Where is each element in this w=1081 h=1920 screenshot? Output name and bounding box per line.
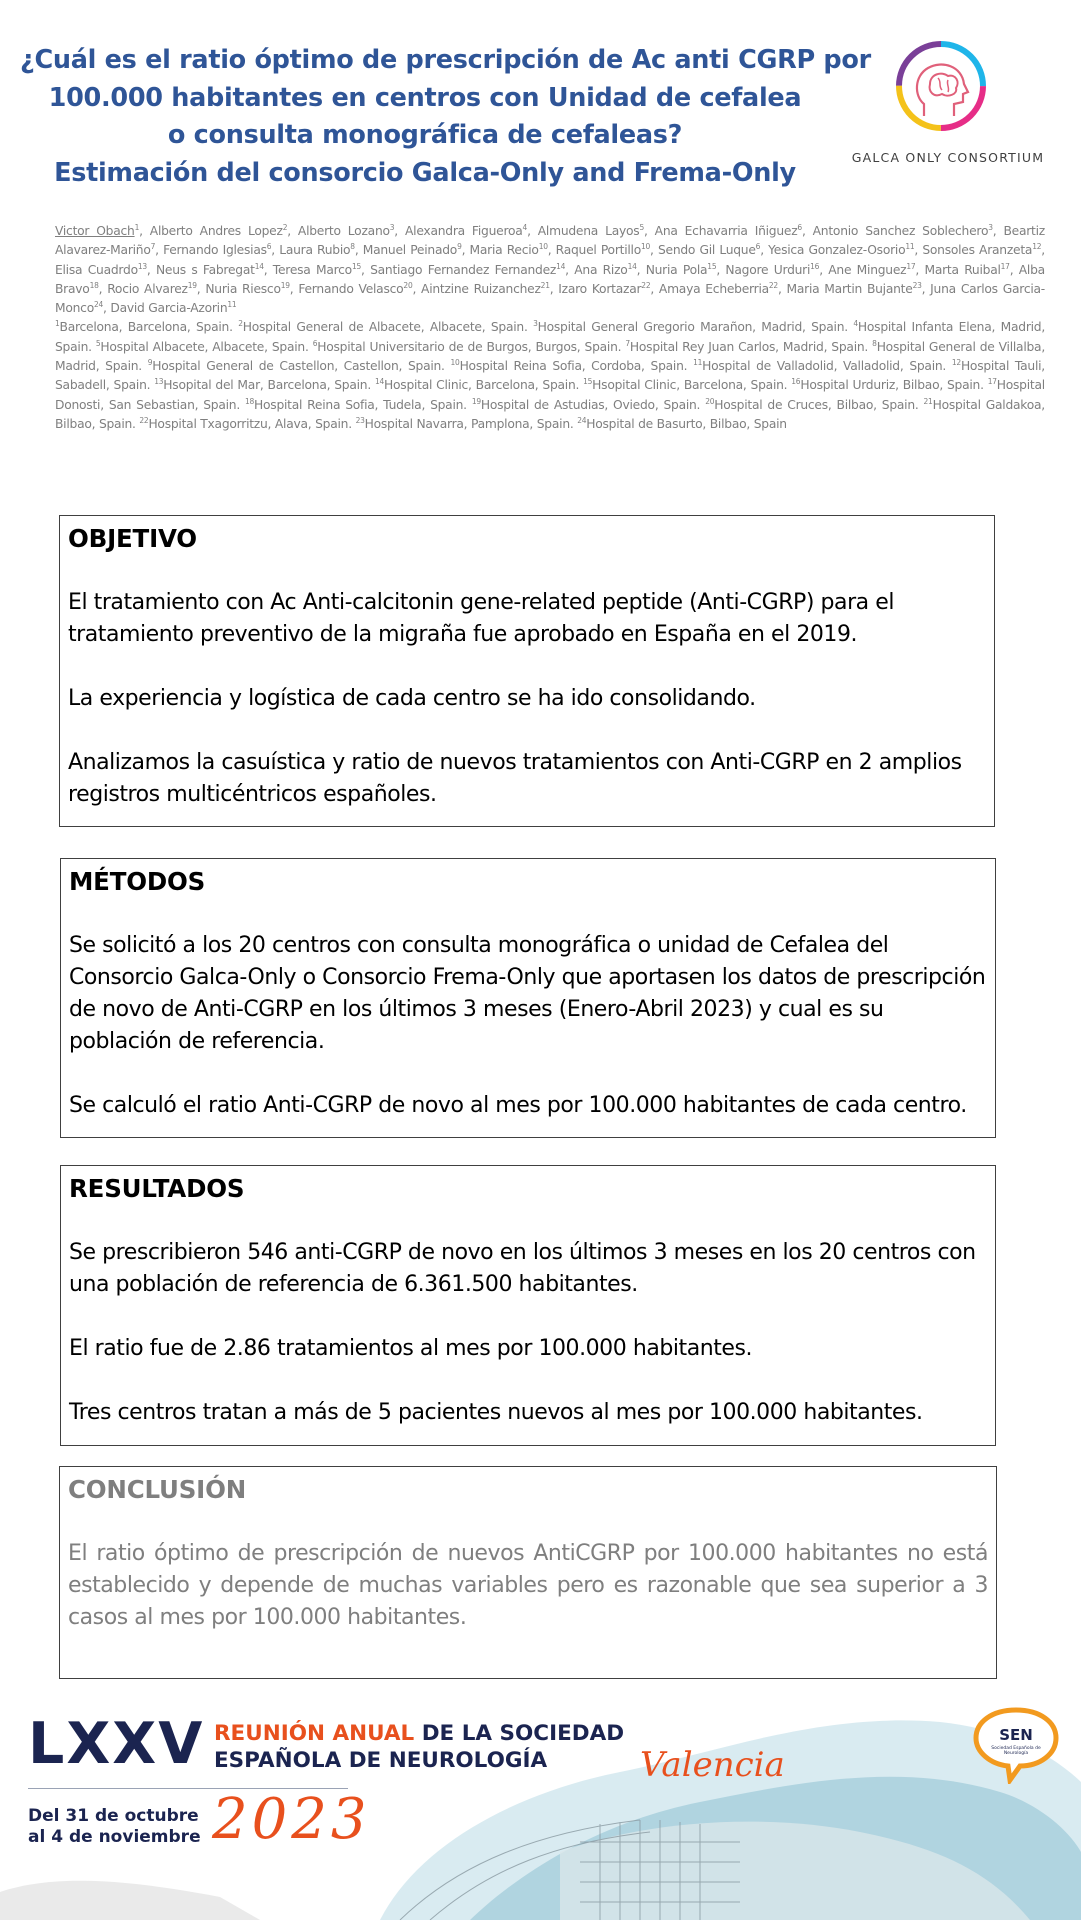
affiliation-number: 19 <box>471 396 481 406</box>
author-affiliation-number: 22 <box>641 280 651 290</box>
affiliation-number: 18 <box>244 396 255 406</box>
meeting-name-line-2: ESPAÑOLA DE NEUROLOGÍA <box>214 1748 548 1773</box>
author-name: Ana Echavarria Iñiguez <box>654 224 798 238</box>
author-affiliation-number: 24 <box>93 300 104 310</box>
author-name: Raquel Portillo <box>555 243 641 258</box>
affiliation-number: 10 <box>450 358 460 368</box>
congress-year: 2023 <box>212 1787 371 1852</box>
author-affiliation-number: 9 <box>457 242 462 252</box>
affiliation-text: Hospital Reina Sofia, Tudela, Spain. <box>254 397 467 412</box>
author-name: Sendo Gil Luque <box>657 243 756 258</box>
resultados-heading: RESULTADOS <box>69 1174 245 1203</box>
author-name: Elisa Cuadrdo <box>55 262 138 277</box>
affiliation-number: 7 <box>625 338 630 348</box>
affiliation-number: 9 <box>147 358 153 368</box>
author-name: Santiago Fernandez Fernandez <box>370 262 557 277</box>
affiliation-text: Hospital Navarra, Pamplona, Spain. <box>364 416 574 431</box>
author-affiliation-number: 19 <box>280 280 290 290</box>
authors-affiliations <box>55 222 1045 434</box>
affiliation-number: 14 <box>374 377 385 387</box>
affiliation-text: Hospital Reina Sofia, Cordoba, Spain. <box>459 359 688 374</box>
author-affiliation-number: 3 <box>988 223 993 232</box>
author-affiliation-number: 18 <box>89 280 99 290</box>
author-name: Amaya Echeberria <box>658 281 769 296</box>
author-affiliation-number: 3 <box>389 223 395 232</box>
metodos-heading: MÉTODOS <box>69 867 206 896</box>
affiliation-number: 5 <box>95 338 101 348</box>
author-affiliation-number: 4 <box>522 223 528 232</box>
affiliation-number: 15 <box>583 377 593 387</box>
affiliation-text: Barcelona, Barcelona, Spain. <box>59 320 233 335</box>
author-name: Yesica Gonzalez-Osorio <box>768 243 906 258</box>
author-affiliation-number: 14 <box>254 261 264 271</box>
author-affiliation-number: 11 <box>227 300 237 310</box>
dates-line-2: al 4 de noviembre <box>28 1827 201 1847</box>
affiliation-number: 13 <box>154 377 164 387</box>
sen-speech-bubble-icon <box>970 1704 1062 1784</box>
sen-logo-subtitle: Sociedad Española de Neurología <box>991 1746 1041 1756</box>
affiliation-number: 16 <box>791 377 801 387</box>
author-name: Laura Rubio <box>279 243 351 258</box>
edition-number: LXXV <box>28 1711 205 1777</box>
brain-head-icon <box>838 40 1058 145</box>
author-affiliation-number: 10 <box>640 242 651 252</box>
objetivo-paragraph-2: La experiencia y logística de cada centro se ha ido consolidando. <box>68 686 756 711</box>
conclusion-paragraph: El ratio óptimo de prescripción de nuevos AntiCGRP por 100.000 habitantes no está establecido y depende de muchas variables pero es razonable que sea superior a 3 casos al mes por 100.000 habitantes. <box>68 1541 988 1630</box>
conclusion-section <box>59 1466 997 1679</box>
author-name: Fernando Velasco <box>298 281 404 296</box>
author-affiliation-number: 14 <box>556 261 566 271</box>
metodos-paragraph-1: Se solicitó a los 20 centros con consulta monográfica o unidad de Cefalea del Consorcio Galca-Only o Consorcio Frema-Only que aportasen los datos de prescripción de novo de Anti-CGRP en los últimos 3 meses (Enero-Abril 2023) y cual es su población de referencia. <box>69 933 986 1054</box>
author-name: Juna Carlos Garcia-Monco <box>55 281 1045 316</box>
affiliation-number: 23 <box>355 415 365 425</box>
affiliation-text: Hsopital Clinic, Barcelona, Spain. <box>592 378 788 393</box>
affiliation-text: Hospital Infanta Elena, Madrid, Spain. <box>55 320 1046 354</box>
author-name: Izaro Kortazar <box>558 281 642 296</box>
author-name: Rocio Alvarez <box>107 281 188 296</box>
author-name: Neus s Fabregat <box>155 262 255 277</box>
author-affiliation-number: 15 <box>707 261 717 271</box>
author-name: Nuria Pola <box>645 262 708 277</box>
objetivo-section <box>59 515 995 827</box>
author-affiliation-number: 1 <box>134 223 140 232</box>
affiliation-text: Hospital Tauli, Sabadell, Spain. <box>55 359 1045 393</box>
title-line-1: ¿Cuál es el ratio óptimo de prescripción de Ac anti CGRP por <box>20 45 871 75</box>
affiliation-text: Hsopital del Mar, Barcelona, Spain. <box>163 378 371 393</box>
author-affiliation-number: 19 <box>187 280 197 290</box>
author-affiliation-number: 16 <box>810 261 820 271</box>
author-name: Nagore Urduri <box>725 262 811 277</box>
affiliation-text: Hospital Albacete, Albacete, Spain. <box>100 339 309 354</box>
congress-city: Valencia <box>640 1745 785 1785</box>
author-affiliation-number: 2 <box>282 223 288 232</box>
author-affiliation-number: 17 <box>906 261 916 271</box>
author-name: Marta Ruibal <box>924 262 1001 277</box>
affiliation-number: 22 <box>139 415 149 425</box>
author-name: Alberto Lozano <box>297 224 390 238</box>
affiliation-text: Hospital Rey Juan Carlos, Madrid, Spain. <box>629 339 869 354</box>
affiliation-text: Hospital General de Castellon, Castellon, Spain. <box>152 359 445 374</box>
affiliation-text: Hospital de Valladolid, Valladolid, Spain. <box>702 359 947 374</box>
affiliation-text: Hospital de Cruces, Bilbao, Spain. <box>714 397 919 412</box>
author-name: Maria Recio <box>469 243 539 258</box>
author-name: Manuel Peinado <box>362 243 458 258</box>
title-line-2: 100.000 habitantes en centros con Unidad de cefalea <box>48 82 802 113</box>
author-affiliation-number: 14 <box>627 261 637 271</box>
objetivo-paragraph-3: Analizamos la casuística y ratio de nuevos tratamientos con Anti-CGRP en 2 amplios registros multicéntricos españoles. <box>68 750 962 807</box>
title-line-3: o consulta monográfica de cefaleas? <box>167 120 683 150</box>
author-affiliation-number: 22 <box>768 280 778 290</box>
affiliation-text: Hospital Galdakoa, Bilbao, Spain. <box>55 397 1045 431</box>
poster-title <box>20 42 871 192</box>
affiliation-number: 11 <box>693 358 703 368</box>
affiliation-number: 3 <box>533 319 538 329</box>
affiliation-text: Hospital Donosti, San Sebastian, Spain. <box>55 378 1045 412</box>
affiliation-number: 21 <box>923 396 933 406</box>
author-affiliation-number: 6 <box>755 242 761 252</box>
author-name: Victor Obach <box>55 224 135 238</box>
affiliation-number: 4 <box>853 319 858 329</box>
affiliation-number: 12 <box>951 358 961 368</box>
objetivo-heading: OBJETIVO <box>68 524 197 553</box>
author-affiliation-number: 7 <box>150 242 156 252</box>
author-name: Nuria Riesco <box>205 281 281 296</box>
affiliation-text: Hospital General de Albacete, Albacete, Spain. <box>242 320 528 335</box>
sen-logo <box>970 1704 1062 1784</box>
resultados-paragraph-2: El ratio fue de 2.86 tratamientos al mes por 100.000 habitantes. <box>69 1336 753 1361</box>
logo-caption: GALCA ONLY CONSORTIUM <box>851 150 1045 165</box>
affiliation-number: 1 <box>55 319 60 329</box>
resultados-paragraph-3: Tres centros tratan a más de 5 pacientes nuevos al mes por 100.000 habitantes. <box>69 1400 923 1425</box>
dates-line-1: Del 31 de octubre <box>28 1806 199 1826</box>
affiliation-number: 6 <box>312 338 318 348</box>
meeting-name-highlight: REUNIÓN ANUAL <box>214 1721 415 1746</box>
meeting-name <box>214 1720 624 1774</box>
affiliation-number: 24 <box>577 415 587 425</box>
author-name: David Garcia-Azorin <box>110 301 228 316</box>
affiliation-number: 8 <box>872 338 877 348</box>
metodos-section <box>60 858 996 1138</box>
affiliation-text: Hospital General de Villalba, Madrid, Spain. <box>55 339 1045 374</box>
metodos-paragraph-2: Se calculó el ratio Anti-CGRP de novo al mes por 100.000 habitantes de cada centro. <box>69 1093 967 1118</box>
meeting-name-rest: DE LA SOCIEDAD <box>414 1721 625 1746</box>
author-affiliation-number: 21 <box>540 280 550 290</box>
sen-logo-text: SEN <box>999 1726 1033 1744</box>
author-affiliation-number: 20 <box>403 280 413 290</box>
author-name: Antonio Sanchez Soblechero <box>812 224 989 238</box>
author-affiliation-number: 11 <box>905 242 915 252</box>
author-name: Almudena Layos <box>537 224 640 238</box>
author-name: Ane Minguez <box>828 262 907 277</box>
affiliation-text: Hospital de Astudias, Oviedo, Spain. <box>480 397 701 412</box>
affiliation-text: Hospital de Basurto, Bilbao, Spain <box>586 416 787 431</box>
author-name: Alba Bravo <box>55 262 1045 296</box>
congress-banner <box>0 1692 1081 1920</box>
objetivo-paragraph-1: El tratamiento con Ac Anti-calcitonin gene-related peptide (Anti-CGRP) para el tratamiento preventivo de la migraña fue aprobado en España en el 2019. <box>68 590 894 647</box>
author-list: Victor Obach$^1$, Alberto Andres Lopez$^2$, Alberto Lozano$^3$, Alexandra Figueroa$^4$, Almudena Layos$^5$, Ana Echavarria Iñiguez$^6$, Antonio Sanchez Soblechero$^3$, Beartiz Alavarez-Mariño$^7$, Fernando Iglesias$^6$, Laura Rubio$^8$, Manuel Peinado$^9$, Maria Recio$^{10}$, Raquel Portillo$^{10}$, Sendo Gil Luque$^6$, Yesica Gonzalez-Osorio$^{11}$, Sonsoles Aranzeta$^{12}$, Elisa Cuadrdo$^{13}$, Neus s Fabregat$^{14}$, Teresa Marco$^{15}$, Santiago Fernandez Fernandez$^{14}$, Ana Rizo$^{14}$, Nuria Pola$^{15}$, Nagore Urduri$^{16}$, Ane Minguez$^{17}$, Marta Ruibal$^{17}$, Alba Bravo$^{18}$, Rocio Alvarez$^{19}$, Nuria Riesco$^{19}$, Fernando Velasco$^{20}$, Aintzine Ruizanchez$^{21}$, Izaro Kortazar$^{22}$, Amaya Echeberria$^{22}$, Maria Martin Bujante$^{23}$, Juna Carlos Garcia-Monco$^{24}$, David Garcia-Azorin$^{11}$ <box>55 223 1045 316</box>
author-name: Ana Rizo <box>574 262 628 277</box>
affiliation-text: Hospital Universitario de de Burgos, Burgos, Spain. <box>317 339 622 354</box>
affiliation-text: Hospital Txagorritzu, Alava, Spain. <box>148 416 352 431</box>
author-name: Alberto Andres Lopez <box>149 224 283 238</box>
author-affiliation-number: 10 <box>538 242 548 252</box>
conclusion-heading: CONCLUSIÓN <box>68 1475 247 1504</box>
author-affiliation-number: 5 <box>639 223 644 232</box>
title-line-4: Estimación del consorcio Galca-Only and Frema-Only <box>54 157 796 188</box>
author-name: Aintzine Ruizanchez <box>421 281 541 296</box>
resultados-paragraph-1: Se prescribieron 546 anti-CGRP de novo en los últimos 3 meses en los 20 centros con una población de referencia de 6.361.500 habitantes. <box>69 1240 976 1297</box>
affiliation-text: Hospital Urduriz, Bilbao, Spain. <box>800 378 984 393</box>
affiliation-number: 2 <box>238 319 243 329</box>
affiliation-list <box>55 320 1045 430</box>
author-affiliation-number: 23 <box>912 280 922 290</box>
affiliation-text: Hospital Clinic, Barcelona, Spain. <box>384 378 580 393</box>
resultados-section <box>60 1165 996 1446</box>
author-affiliation-number: 15 <box>351 261 361 271</box>
author-name: Sonsoles Aranzeta <box>922 243 1033 258</box>
author-affiliation-number: 12 <box>1032 242 1042 252</box>
author-affiliation-number: 8 <box>350 242 355 252</box>
author-name: Teresa Marco <box>272 262 352 277</box>
author-affiliation-number: 13 <box>137 261 147 271</box>
author-affiliation-number: 17 <box>1000 261 1010 271</box>
author-name: Alexandra Figueroa <box>404 224 523 238</box>
galca-only-consortium-logo <box>838 40 1058 170</box>
author-affiliation-number: 6 <box>266 242 272 252</box>
congress-dates <box>28 1806 201 1848</box>
affiliation-text: Hospital General Gregorio Marañon, Madrid, Spain. <box>537 320 848 335</box>
author-name: Maria Martin Bujante <box>786 281 913 296</box>
affiliation-number: 20 <box>705 396 715 406</box>
affiliation-number: 17 <box>987 377 997 387</box>
author-name: Fernando Iglesias <box>163 243 267 258</box>
author-name: Beartiz Alavarez-Mariño <box>55 224 1045 258</box>
author-affiliation-number: 6 <box>797 223 802 232</box>
